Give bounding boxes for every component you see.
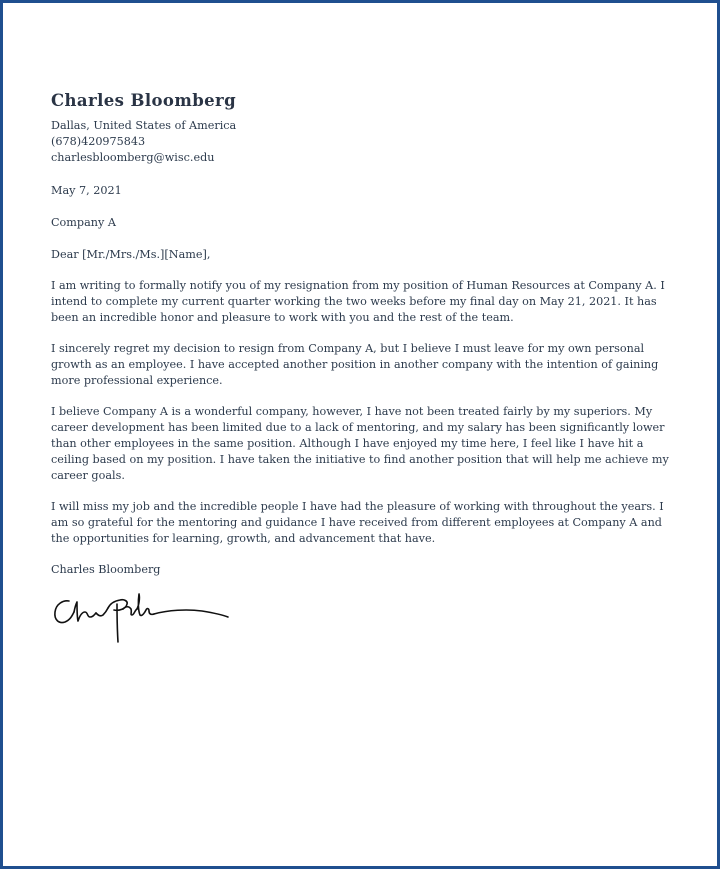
closing-name: Charles Bloomberg	[51, 563, 161, 576]
letter-page	[51, 91, 681, 652]
sender-contact	[51, 118, 681, 166]
sender-location: Dallas, United States of America	[51, 119, 237, 132]
body-paragraph: I believe Company A is a wonderful company, however, I have not been treated fairly by my superiors. My career development has been limited due to a lack of mentoring, and my salary has been significantly lower than other employees in the same position. Although I have enjoyed my time here, I feel like I have hit a ceiling based on my position. I have taken the initiative to find another position that will help me achieve my career goals.	[51, 405, 669, 482]
letter-date: May 7, 2021	[51, 184, 122, 197]
recipient-company: Company A	[51, 216, 116, 229]
signature-icon	[51, 586, 241, 652]
body-paragraph: I will miss my job and the incredible people I have had the pleasure of working with throughout the years. I am so grateful for the mentoring and guidance I have received from different employees at Company A and the opportunities for learning, growth, and advancement that have.	[51, 500, 664, 545]
sender-name: Charles Bloomberg	[51, 91, 237, 110]
salutation: Dear [Mr./Mrs./Ms.][Name],	[51, 248, 211, 261]
body-paragraph: I am writing to formally notify you of my resignation from my position of Human Resources at Company A. I intend to complete my current quarter working the two weeks before my final day on May 21, 2021. It has been an incredible honor and pleasure to work with you and the rest of the team.	[51, 279, 665, 324]
sender-phone: (678)420975843	[51, 135, 146, 148]
sender-email: charlesbloomberg@wisc.edu	[51, 151, 215, 164]
body-paragraph: I sincerely regret my decision to resign from Company A, but I believe I must leave for my own personal growth as an employee. I have accepted another position in another company with the intention of gaining more professional experience.	[51, 342, 659, 387]
